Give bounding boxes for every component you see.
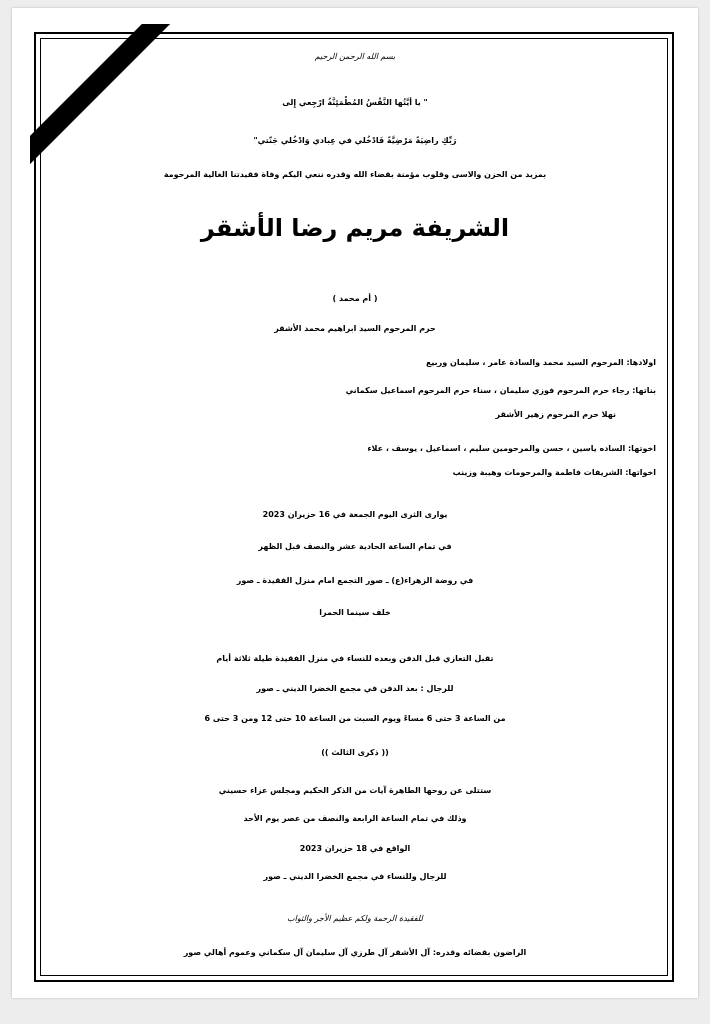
mourners-list: الراضون بقضائه وقدره: آل الأشقر آل طرزي آل سليمان آل سكماني وعموم أهالي صور [183, 948, 527, 957]
condolences-men: للرجال : بعد الدفن في مجمع الخضرا الديني ـ صور [256, 684, 454, 693]
obituary-content [12, 8, 698, 998]
burial-time: في تمام الساعة الحادية عشر والنصف قبل الظهر [258, 542, 452, 551]
burial-place-detail: خلف سينما الحمرا [319, 608, 391, 617]
daughters-list-line-2: نهلا حرم المرحوم زهير الأشقر [495, 410, 616, 419]
sons-list: اولادها: المرحوم السيد محمد والسادة عامر ، سليمان وربيع [425, 358, 656, 367]
condolences-hours: من الساعة 3 حتى 6 مساءً ويوم السبت من الساعة 10 حتى 12 ومن 3 حتى 6 [204, 714, 506, 723]
quran-verse-line-2: رَبِّكِ راضِيَةً مَرْضِيَّةً فَادْخُلي في عِبادي وَادْخُلي جَنّتي" [253, 136, 457, 145]
burial-date: يوارى الثرى اليوم الجمعة في 16 حزيران 2023 [262, 510, 448, 519]
third-day-line-2: وذلك في تمام الساعة الرابعة والنصف من عصر يوم الأحد [243, 814, 467, 823]
sisters-list: اخواتها: الشريفات فاطمة والمرحومات وهيبة وزينب [452, 468, 656, 477]
condolences-women: تقبل التعازي قبل الدفن وبعده للنساء في منزل الفقيدة طيلة ثلاثة أيام [216, 654, 494, 663]
burial-place: في روضة الزهراء(ع) ـ صور التجمع امام منزل الفقيدة ـ صور [236, 576, 474, 585]
deceased-spouse: حرم المرحوم السيد ابراهيم محمد الأشقر [274, 324, 436, 333]
closing-prayer: للفقيدة الرحمة ولكم عظيم الأجر والثواب [287, 914, 423, 923]
basmala: بسم الله الرحمن الرحيم [314, 52, 396, 61]
brothers-list: اخوتها: الساده ياسين ، حسن والمرحومين سليم ، اسماعيل ، يوسف ، علاء [367, 444, 656, 453]
third-day-location: للرجال وللنساء في مجمع الخضرا الديني ـ صور [263, 872, 447, 881]
announcement-intro: بمزيد من الحزن والاسى وقلوب مؤمنة بقضاء الله وقدره ننعي اليكم وفاة فقيدتنا الغالية المرحومة [163, 170, 547, 179]
deceased-kunya: ( أم محمد ) [332, 294, 378, 303]
third-day-title: (( ذكرى الثالث )) [321, 748, 389, 757]
deceased-name: الشريفة مريم رضا الأشقر [200, 214, 510, 242]
daughters-list-line-1: بناتها: رجاء حرم المرحوم فوزي سليمان ، سناء حرم المرحوم اسماعيل سكماني [345, 386, 656, 395]
quran-verse-line-1: " يا أيَّتُها النَّفْسُ المُطْمَئِنَّةُ ارْجِعي إِلى [282, 98, 428, 107]
third-day-line-1: ستتلى عن روحها الطاهرة آيات من الذكر الحكيم ومجلس عزاء حسيني [218, 786, 492, 795]
third-day-date: الواقع في 18 حزيران 2023 [299, 844, 411, 853]
obituary-page [12, 8, 698, 998]
